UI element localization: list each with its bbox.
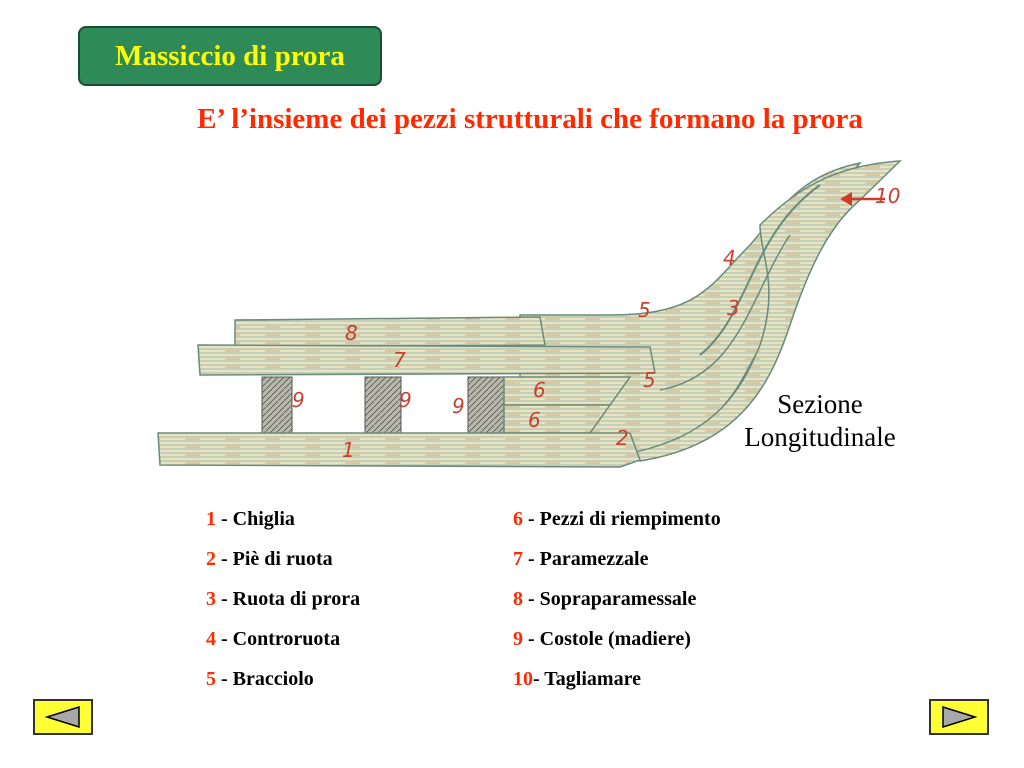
plank-8	[235, 317, 545, 347]
section-label	[720, 388, 920, 454]
title-box	[78, 26, 382, 86]
legend-item	[206, 628, 360, 668]
legend-item	[206, 588, 360, 628]
legend-right	[513, 508, 721, 708]
legend-item	[206, 548, 360, 588]
legend-number: 5	[206, 668, 216, 690]
label-10: 10	[875, 184, 901, 208]
legend-item	[513, 508, 721, 548]
label-3: 3	[727, 296, 740, 320]
legend-number: 3	[206, 588, 216, 610]
legend-number: 9	[513, 628, 523, 650]
slide-title: Massiccio di prora	[115, 39, 345, 72]
label-5b: 5	[643, 368, 656, 392]
label-9c: 9	[452, 394, 465, 418]
filling-piece-upper	[504, 377, 630, 405]
label-9b: 9	[399, 388, 412, 412]
arrow-left-icon	[43, 705, 83, 729]
arrow-right-icon	[939, 705, 979, 729]
legend-text: - Piè di ruota	[216, 548, 333, 570]
label-4: 4	[723, 246, 736, 270]
legend-text: - Ruota di prora	[216, 588, 361, 610]
legend-item	[206, 668, 360, 708]
label-6a: 6	[533, 378, 546, 402]
legend-text: - Costole (madiere)	[523, 628, 691, 650]
legend-left	[206, 508, 360, 708]
legend-item	[513, 628, 721, 668]
legend-text: - Controruota	[216, 628, 341, 650]
keel	[158, 433, 640, 467]
section-label-line-1: Sezione	[777, 389, 863, 419]
legend-number: 8	[513, 588, 523, 610]
plank-7	[198, 345, 655, 375]
label-7: 7	[393, 348, 406, 372]
legend-item	[513, 588, 721, 628]
legend-item	[513, 548, 721, 588]
label-8: 8	[345, 321, 358, 345]
next-slide-button[interactable]	[929, 699, 989, 735]
legend-text: - Paramezzale	[523, 548, 649, 570]
legend-text: - Tagliamare	[533, 668, 641, 690]
legend-text: - Pezzi di riempimento	[523, 508, 721, 530]
legend-text: - Chiglia	[216, 508, 295, 530]
label-1: 1	[342, 438, 355, 462]
legend-number: 2	[206, 548, 216, 570]
slide-subtitle: E’ l’insieme dei pezzi strutturali che formano la prora	[197, 103, 863, 135]
legend-text: - Sopraparamessale	[523, 588, 697, 610]
legend-number: 4	[206, 628, 216, 650]
legend-item	[513, 668, 721, 708]
section-label-line-2: Longitudinale	[744, 422, 896, 452]
legend-item	[206, 508, 360, 548]
label-2: 2	[616, 426, 629, 450]
legend-number: 6	[513, 508, 523, 530]
label-6b: 6	[528, 408, 541, 432]
legend-text: - Bracciolo	[216, 668, 314, 690]
frame-2	[365, 377, 401, 433]
legend-number: 7	[513, 548, 523, 570]
previous-slide-button[interactable]	[33, 699, 93, 735]
label-9a: 9	[292, 388, 305, 412]
legend-number: 10	[513, 668, 533, 690]
legend-number: 1	[206, 508, 216, 530]
frame-1	[262, 377, 292, 433]
label-5a: 5	[638, 298, 651, 322]
frame-3	[468, 377, 504, 433]
